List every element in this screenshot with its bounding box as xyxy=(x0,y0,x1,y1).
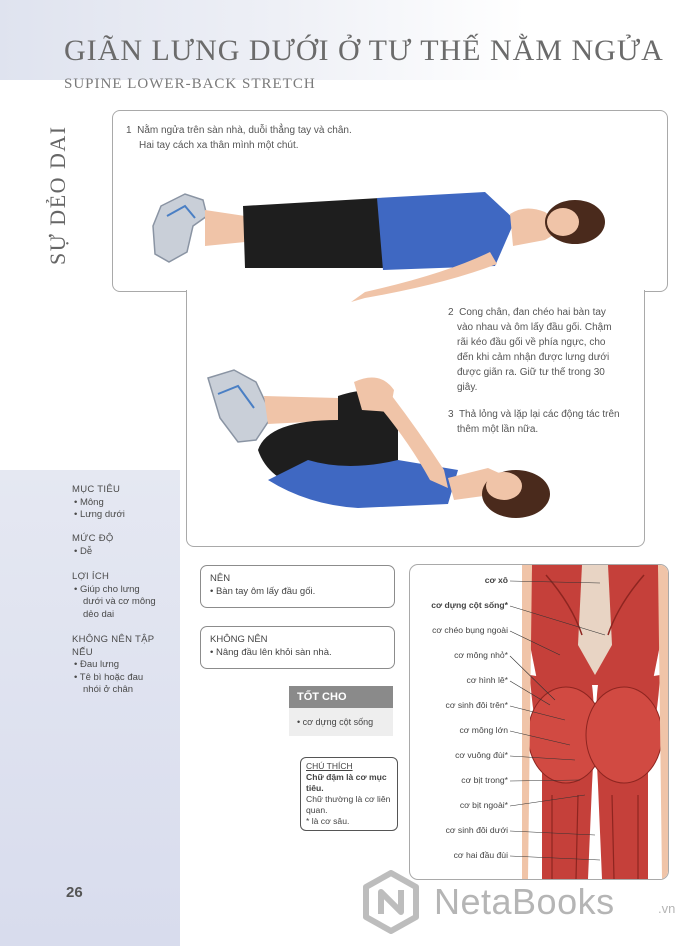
step2-line: đến khi cảm nhận được lưng dưới xyxy=(457,352,610,363)
avoid-heading: KHÔNG NÊN TẬP xyxy=(72,634,155,645)
supine-figure-image xyxy=(145,176,625,311)
good-for-box xyxy=(289,686,393,736)
step1-line1: Nằm ngửa trên sàn nhà, duỗi thẳng tay và chân. xyxy=(137,125,352,136)
target-section xyxy=(72,484,172,522)
benefits-item: • Giúp cho lưng xyxy=(74,583,140,595)
step2-line: rãi kéo đầu gối về phía ngực, cho xyxy=(457,337,606,348)
leader-line xyxy=(510,606,605,635)
level-heading: MỨC ĐỘ xyxy=(72,533,114,544)
step2-line: được giãn ra. Giữ tư thế trong 30 xyxy=(457,367,605,378)
step2-number: 2 xyxy=(448,307,454,318)
avoid-heading: NẾU xyxy=(72,646,93,658)
muscle-label: cơ sinh đôi dưới xyxy=(445,825,508,835)
step2-line: vào nhau và ôm lấy đầu gối. Chậm xyxy=(457,322,612,333)
section-label: SỰ DẺO DAI xyxy=(45,125,70,265)
muscle-label: cơ chéo bụng ngoài xyxy=(432,625,508,635)
benefits-section xyxy=(72,571,172,621)
muscle-label: cơ xô xyxy=(484,575,508,585)
avoid-item: • Đau lưng xyxy=(74,659,120,670)
knees-to-chest-figure-image xyxy=(198,360,578,535)
step3-number: 3 xyxy=(448,409,454,420)
watermark-suffix: .vn xyxy=(658,901,676,916)
level-item: • Dễ xyxy=(74,545,93,557)
avoid-item: • Tê bì hoặc đau xyxy=(74,671,144,683)
netabooks-logo-icon xyxy=(362,870,420,934)
do-text: • Bàn tay ôm lấy đầu gối. xyxy=(210,586,316,597)
step2-line: giây. xyxy=(457,382,478,393)
muscle-label: cơ vuông đùi* xyxy=(455,750,508,760)
benefits-heading: LỢI ÍCH xyxy=(72,571,110,582)
page-title: GIÃN LƯNG DƯỚI Ở TƯ THẾ NẰM NGỬA xyxy=(64,34,664,67)
dont-heading: KHÔNG NÊN xyxy=(210,634,268,645)
leader-line xyxy=(510,856,600,860)
step3-line: thêm một lần nữa. xyxy=(457,424,539,435)
page-subtitle: SUPINE LOWER-BACK STRETCH xyxy=(64,76,316,92)
leader-line xyxy=(510,631,560,655)
muscle-label: cơ mông nhỏ* xyxy=(454,650,508,660)
step2-line: Cong chân, đan chéo hai bàn tay xyxy=(459,307,606,318)
leader-line xyxy=(510,831,595,835)
leader-line xyxy=(510,731,570,745)
do-box xyxy=(200,565,395,608)
leader-line xyxy=(510,706,565,720)
step1-text xyxy=(126,123,352,153)
anatomy-panel xyxy=(409,564,669,880)
avoid-section xyxy=(72,634,172,697)
leader-line xyxy=(510,681,550,705)
good-for-text: • cơ dựng cột sống xyxy=(289,708,393,736)
annotation-heading: CHÚ THÍCH xyxy=(306,761,353,771)
leader-line xyxy=(510,756,575,760)
muscle-label: cơ dựng cột sống* xyxy=(431,600,508,610)
good-for-heading: TỐT CHO xyxy=(289,686,393,708)
level-section xyxy=(72,533,172,558)
do-heading: NÊN xyxy=(210,573,231,584)
leader-line xyxy=(510,581,600,583)
dont-box xyxy=(200,626,395,669)
target-item: • Mông xyxy=(74,496,104,508)
dont-text: • Nâng đầu lên khỏi sàn nhà. xyxy=(210,647,332,658)
leader-lines xyxy=(410,565,668,879)
muscle-label: cơ hình lê* xyxy=(466,675,508,685)
muscle-label: cơ sinh đôi trên* xyxy=(445,700,508,710)
leader-line xyxy=(510,780,580,781)
benefits-item: dẻo dai xyxy=(83,608,115,620)
muscle-label: cơ mông lớn xyxy=(459,725,508,735)
leader-line xyxy=(510,795,585,806)
muscle-label: cơ bịt ngoài* xyxy=(459,800,508,810)
watermark-text: NetaBooks xyxy=(434,881,615,922)
annotation-deep-text: * là cơ sâu. xyxy=(306,816,350,826)
annotation-box xyxy=(300,757,398,831)
step3-line: Thả lỏng và lặp lại các động tác trên xyxy=(458,409,620,420)
benefits-item: dưới và cơ mông xyxy=(83,596,156,607)
page-number: 26 xyxy=(66,884,83,901)
muscle-label: cơ bịt trong* xyxy=(461,775,508,785)
target-heading: MỤC TIÊU xyxy=(72,484,121,495)
muscle-label: cơ hai đầu đùi xyxy=(453,850,508,860)
annotation-normal-text: Chữ thường là cơ liên quan. xyxy=(306,794,391,815)
leader-line xyxy=(510,656,555,700)
step1-number: 1 xyxy=(126,125,132,136)
target-item: • Lưng dưới xyxy=(74,509,125,520)
annotation-bold-text: Chữ đậm là cơ mục tiêu. xyxy=(306,772,387,793)
step1-line2: Hai tay cách xa thân mình một chút. xyxy=(139,140,299,151)
avoid-item: nhói ở chân xyxy=(83,684,134,695)
